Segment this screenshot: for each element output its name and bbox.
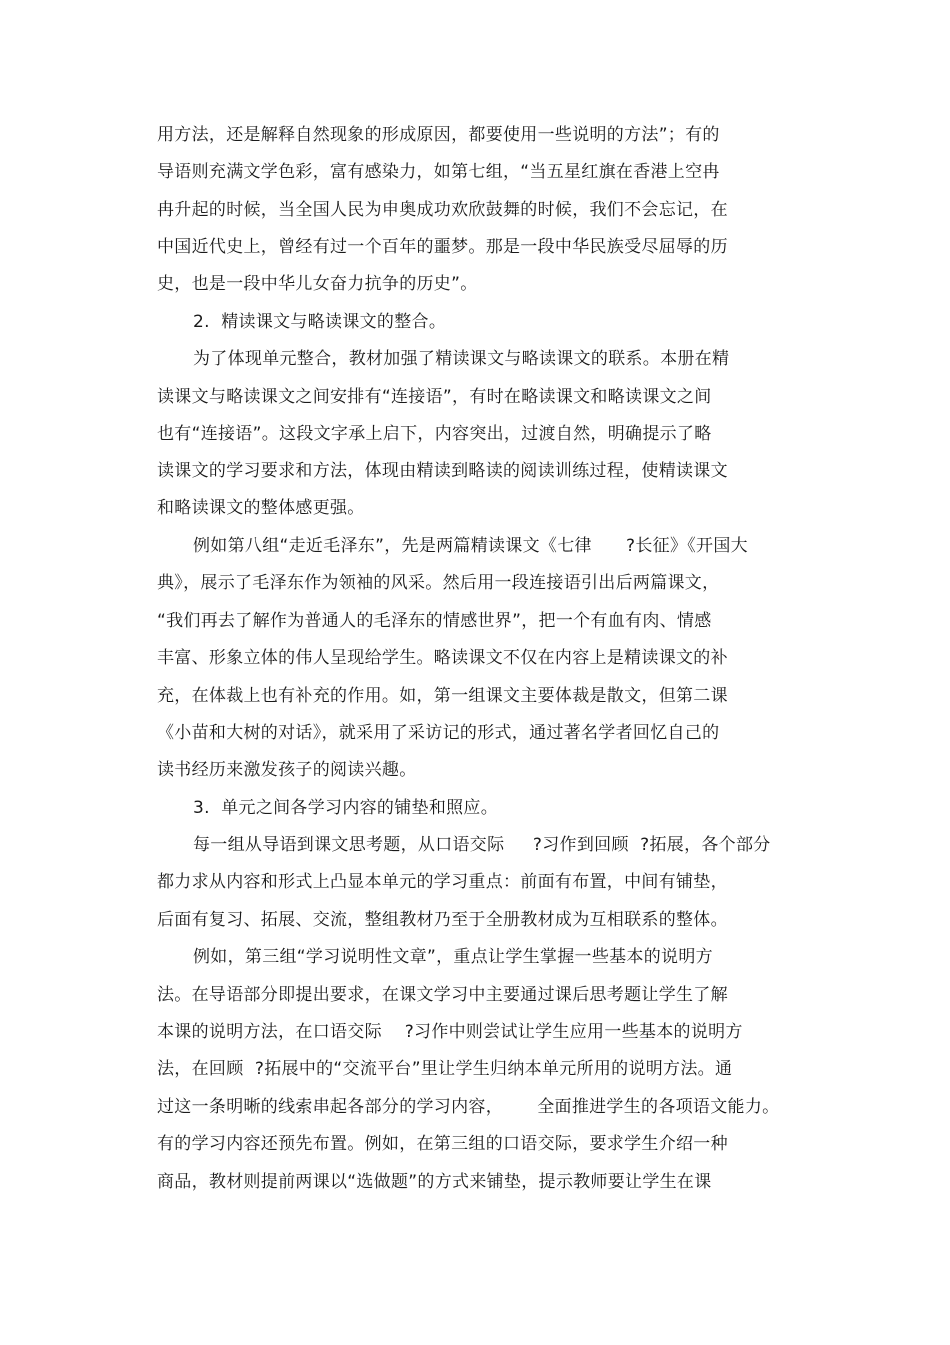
text-line: 本课的说明方法，在口语交际 ?习作中则尝试让学生应用一些基本的说明方 xyxy=(157,1022,743,1042)
text-line: 典》，展示了毛泽东作为领袖的风采。然后用一段连接语引出后两篇课文， xyxy=(157,573,720,593)
text-line: 都力求从内容和形式上凸显本单元的学习重点：前面有布置，中间有铺垫， xyxy=(157,872,728,892)
text-line: 也有“连接语”。这段文字承上启下，内容突出，过渡自然，明确提示了略 xyxy=(157,424,712,444)
text-line: 法。在导语部分即提出要求，在课文学习中主要通过课后思考题让学生了解 xyxy=(157,985,728,1005)
text-line: 中国近代史上，曾经有过一个百年的噩梦。那是一段中华民族受尽屈辱的历 xyxy=(157,237,728,257)
text-line: 导语则充满文学色彩，富有感染力，如第七组，“当五星红旗在香港上空冉 xyxy=(157,162,720,182)
text-line: 充，在体裁上也有补充的作用。如，第一组课文主要体裁是散文，但第二课 xyxy=(157,686,728,706)
text-line: 丰富、形象立体的伟人呈现给学生。略读课文不仅在内容上是精读课文的补 xyxy=(157,648,728,668)
text-line: 读书经历来激发孩子的阅读兴趣。 xyxy=(157,760,417,780)
text-line: 冉升起的时候，当全国人民为申奥成功欢欣鼓舞的时候，我们不会忘记，在 xyxy=(157,200,728,220)
text-line: 过这一条明晰的线索串起各部分的学习内容， 全面推进学生的各项语文能力。 xyxy=(157,1097,780,1117)
text-line: 读课文与略读课文之间安排有“连接语”，有时在略读课文和略读课文之间 xyxy=(157,387,712,407)
text-line: 和略读课文的整体感更强。 xyxy=(157,498,365,518)
text-line: 史，也是一段中华儿女奋力抗争的历史”。 xyxy=(157,274,478,294)
text-line: 用方法，还是解释自然现象的形成原因，都要使用一些说明的方法”；有的 xyxy=(157,125,720,145)
text-line: 有的学习内容还预先布置。例如，在第三组的口语交际，要求学生介绍一种 xyxy=(157,1134,728,1154)
text-line: 后面有复习、拓展、交流，整组教材乃至于全册教材成为互相联系的整体。 xyxy=(157,910,728,930)
text-line: 法，在回顾 ?拓展中的“交流平台”里让学生归纳本单元所用的说明方法。通 xyxy=(157,1059,733,1079)
text-line: 例如第八组“走近毛泽东”，先是两篇精读课文《七律 ?长征》《开国大 xyxy=(193,536,748,556)
text-line: 为了体现单元整合，教材加强了精读课文与略读课文的联系。本册在精 xyxy=(193,349,730,369)
text-line: “我们再去了解作为普通人的毛泽东的情感世界”，把一个有血有肉、情感 xyxy=(157,611,712,631)
section-heading: 2. 精读课文与略读课文的整合。 xyxy=(193,312,447,332)
text-line: 每一组从导语到课文思考题，从口语交际 ?习作到回顾 ?拓展，各个部分 xyxy=(193,835,771,855)
text-line: 例如，第三组“学习说明性文章”，重点让学生掌握一些基本的说明方 xyxy=(193,947,713,967)
section-heading: 3. 单元之间各学习内容的铺垫和照应。 xyxy=(193,798,499,818)
text-line: 商品，教材则提前两课以“选做题”的方式来铺垫，提示教师要让学生在课 xyxy=(157,1172,712,1192)
text-line: 《小苗和大树的对话》，就采用了采访记的形式，通过著名学者回忆自己的 xyxy=(157,723,720,743)
text-line: 读课文的学习要求和方法，体现由精读到略读的阅读训练过程，使精读课文 xyxy=(157,461,728,481)
